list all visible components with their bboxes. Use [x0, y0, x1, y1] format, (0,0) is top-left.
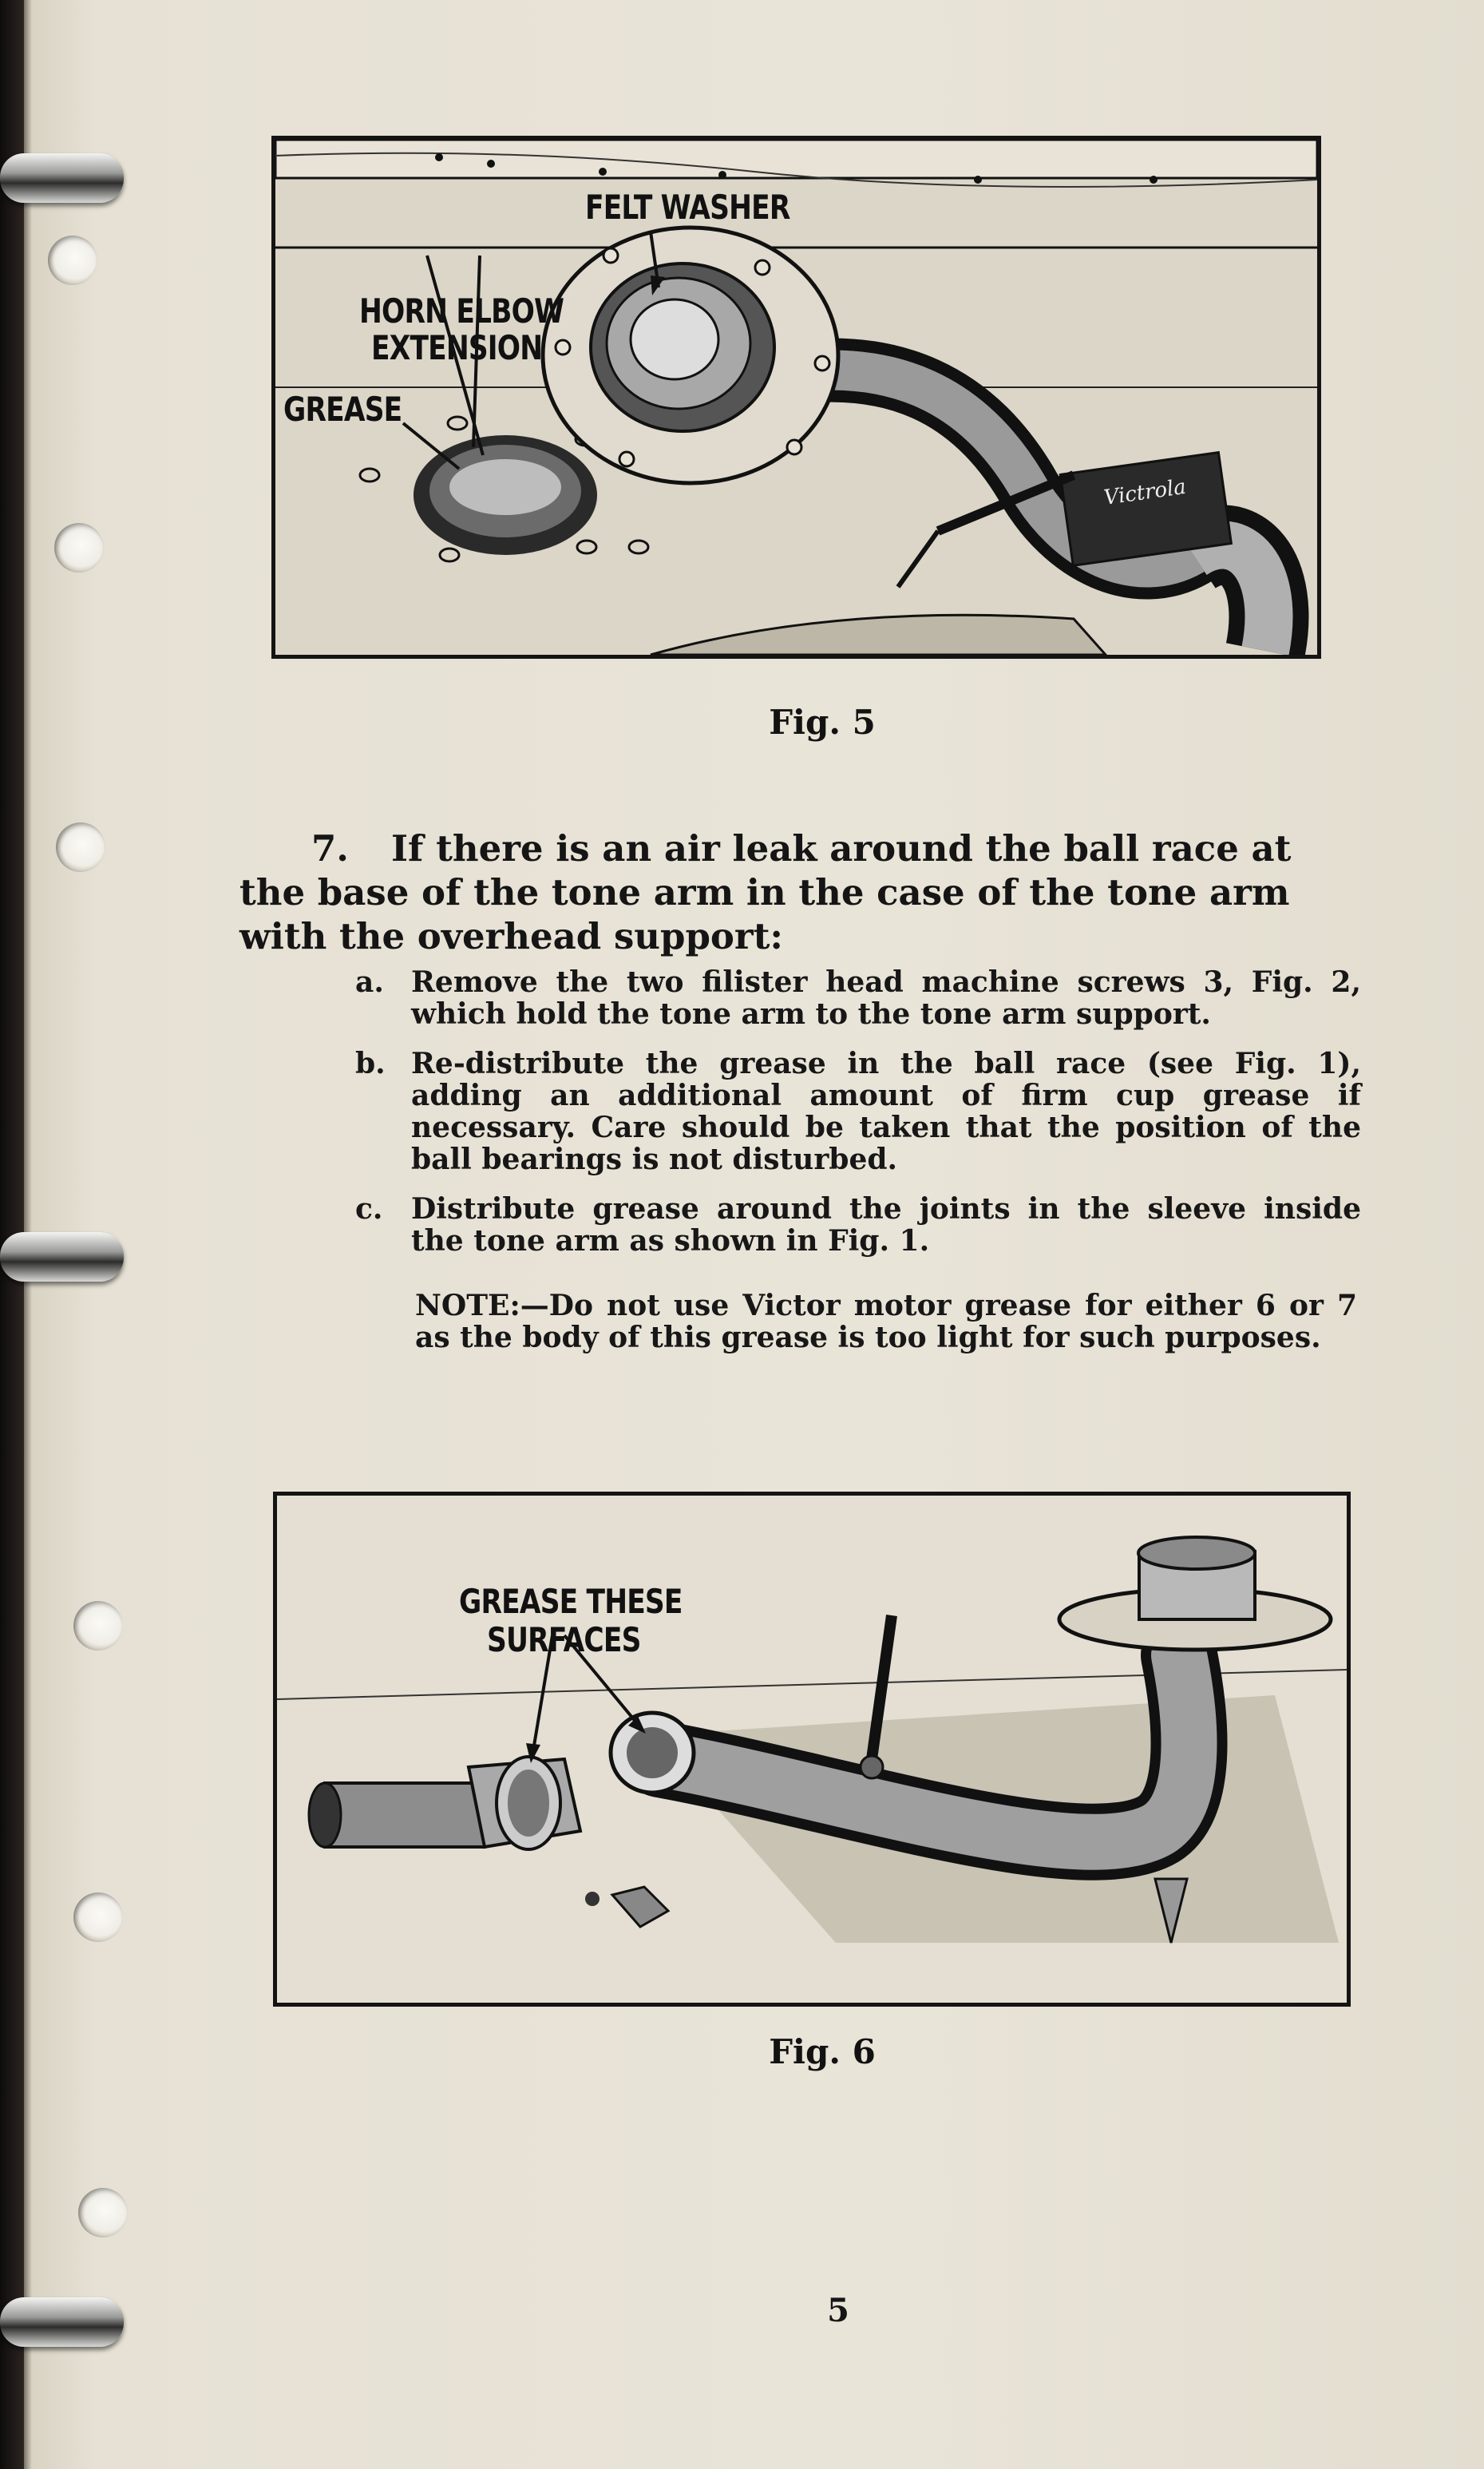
label-horn-elbow-line1: HORN ELBOW [359, 291, 564, 331]
figure-6-drawing [277, 1496, 1347, 2003]
punch-hole [54, 523, 104, 573]
punch-hole [48, 236, 97, 285]
step-7-items [355, 966, 1361, 1274]
label-felt-washer: FELT WASHER [585, 188, 790, 227]
punch-hole [73, 1892, 123, 1942]
binder-ring-top [0, 153, 124, 203]
list-item [355, 1048, 1361, 1175]
punch-hole [78, 2188, 128, 2237]
item-letter: c. [355, 1192, 383, 1226]
item-letter: a. [355, 965, 384, 999]
binder-ring-middle [0, 1232, 124, 1282]
label-horn-elbow-line2: EXTENSION [371, 328, 543, 367]
step-7-heading-text: If there is an air leak around the ball race at the base of the tone arm in the case of the tone arm with the overhead support: [239, 827, 1292, 957]
label-grease-these: GREASE THESE [459, 1582, 683, 1621]
item-text: Remove the two filister head machine screws 3, Fig. 2, which hold the tone arm to the tone arm support. [411, 965, 1361, 1031]
list-item [355, 1193, 1361, 1257]
step-7-heading [239, 826, 1365, 958]
victrola-plate-brand: Victrola [1102, 474, 1188, 510]
step-7-number: 7. [311, 827, 349, 870]
figure-5-drawing [275, 140, 1317, 655]
figure-6-caption: Fig. 6 [769, 2032, 876, 2071]
page-number: 5 [827, 2292, 849, 2329]
note-paragraph: NOTE:—Do not use Victor motor grease for either 6 or 7 as the body of this grease is too light for such purposes. [415, 1289, 1357, 1354]
item-text: Distribute grease around the joints in the sleeve inside the tone arm as shown in Fig. 1. [411, 1192, 1361, 1258]
figure-5-illustration [271, 136, 1321, 659]
label-grease: GREASE [283, 390, 402, 429]
item-text: Re-distribute the grease in the ball race (see Fig. 1), adding an additional amount of firm cup grease if necessary. Care should be taken that the position of the ball bearings is not disturbed. [411, 1047, 1361, 1176]
label-surfaces: SURFACES [487, 1620, 641, 1659]
punch-hole [56, 822, 105, 872]
binder-ring-bottom [0, 2297, 124, 2347]
list-item [355, 966, 1361, 1030]
punch-hole [73, 1601, 123, 1651]
figure-6-illustration [273, 1492, 1351, 2007]
item-letter: b. [355, 1047, 386, 1080]
figure-5-caption: Fig. 5 [769, 703, 876, 742]
